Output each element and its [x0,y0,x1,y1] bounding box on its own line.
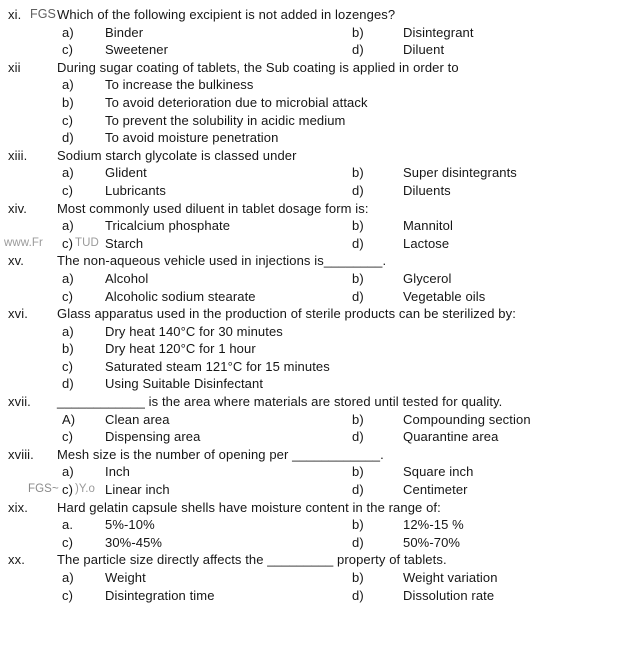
option-label: b) [62,94,74,110]
option-label: d) [352,182,364,198]
option-c [62,182,352,200]
question-number: xiv. [8,200,27,216]
option-b [352,463,637,481]
options [62,411,637,446]
option-text: Using Suitable Disinfectant [105,376,264,392]
option-text: Lactose [403,235,450,251]
option-label: b) [352,24,364,40]
option-d [62,129,637,147]
options [62,24,637,59]
option-label: a) [62,464,74,480]
option-label: a) [62,77,74,93]
question-number: xv. [8,253,24,269]
option-text: Super disintegrants [403,165,517,181]
option-c [62,112,637,130]
option-a [62,24,352,42]
question-text: Most commonly used diluent in tablet dosage form is: [57,200,369,216]
option-d [352,41,637,59]
question-number: xvi. [8,306,28,322]
question-text: Sodium starch glycolate is classed under [57,147,297,163]
option-a [62,323,637,341]
option-text: Square inch [403,464,474,480]
option-label: A) [62,411,76,427]
option-label: b) [352,517,364,533]
option-label: d) [352,534,364,550]
option-a [62,516,352,534]
scan-watermark-artifact: FGS~ [28,483,59,496]
option-text: Mannitol [403,218,453,234]
option-c [62,41,352,59]
option-text: Binder [105,24,144,40]
option-a [62,270,352,288]
option-text: Disintegration time [105,587,215,603]
option-text: 12%-15 % [403,517,464,533]
option-b [352,270,637,288]
option-label: a) [62,218,74,234]
option-text: To avoid moisture penetration [105,130,279,146]
option-label: c) [62,429,74,445]
option-A [62,411,352,429]
option-label: b) [352,270,364,286]
option-label: c) [62,534,74,550]
scan-watermark-artifact: FGS [30,7,56,21]
options [4,217,637,252]
option-text: Dry heat 120°C for 1 hour [105,341,256,357]
question-xviii [8,446,637,499]
scan-watermark-artifact: www.Fr [4,236,43,249]
option-a [62,76,637,94]
option-label: d) [62,130,74,146]
question-header [8,252,637,270]
question-header [8,6,637,24]
option-c [4,235,352,253]
question-text: Hard gelatin capsule shells have moisture content in the range of: [57,499,441,515]
option-text: Tricalcium phosphate [105,218,231,234]
option-label: d) [62,376,74,392]
option-label: b) [352,570,364,585]
option-c [62,534,352,552]
options [62,164,637,199]
question-text: Glass apparatus used in the production of sterile products can be sterilized by: [57,306,516,322]
question-text: The non-aqueous vehicle used in injections is________. [57,253,387,269]
question-header [8,393,637,411]
option-text: Clean area [105,411,170,427]
options [62,569,637,604]
question-header [8,147,637,165]
option-text: Dispensing area [105,429,201,445]
question-text: Mesh size is the number of opening per ____________. [57,446,384,462]
scan-watermark-artifact: TUD [75,236,99,249]
question-xvi [8,305,637,393]
option-text: Disintegrant [403,24,474,40]
option-d [352,182,637,200]
option-label: c) [62,112,74,128]
option-label: a) [62,570,74,585]
question-number: xviii. [8,446,34,462]
option-d [62,375,637,393]
option-c [62,288,352,306]
question-number: xiii. [8,147,28,163]
option-label: c) [62,42,74,58]
question-header [8,499,637,517]
option-text: Quarantine area [403,429,499,445]
question-text: ____________ is the area where materials are stored until tested for quality. [57,394,503,410]
question-xv [8,252,637,305]
option-text: Weight variation [403,570,498,585]
option-label: c) [62,288,74,304]
question-number: xvii. [8,394,31,410]
option-a [62,463,352,481]
scan-watermark-artifact: )Y.o [75,483,96,496]
options [62,323,637,393]
option-label: d) [352,235,364,251]
option-label: b) [352,218,364,234]
option-text: Linear inch [105,482,170,498]
option-label: b) [62,341,74,357]
question-number: xx. [8,552,25,568]
option-d [352,587,637,605]
option-text: Compounding section [403,411,531,427]
option-a [62,164,352,182]
option-b [352,217,637,235]
question-header [8,200,637,218]
options [62,270,637,305]
option-b [352,24,637,42]
option-label: b) [352,165,364,181]
option-d [352,428,637,446]
question-number: xii [8,59,21,75]
option-c [62,428,352,446]
question-text: The particle size directly affects the _________ property of tablets. [57,552,447,568]
question-text: Which of the following excipient is not added in lozenges? [57,7,396,22]
option-text: Glycerol [403,270,452,286]
question-text: During sugar coating of tablets, the Sub coating is applied in order to [57,59,459,75]
option-text: Starch [105,235,144,251]
option-text: Dissolution rate [403,587,495,603]
option-b [352,569,637,587]
options [28,463,637,498]
option-label: d) [352,587,364,603]
option-text: Inch [105,464,130,480]
option-label: c) [62,482,74,498]
option-text: 5%-10% [105,517,155,533]
option-text: Diluent [403,42,445,58]
option-text: 30%-45% [105,534,163,550]
question-xvii [8,393,637,446]
option-text: Alcoholic sodium stearate [105,288,256,304]
question-xiii [8,147,637,200]
option-text: To prevent the solubility in acidic medium [105,112,346,128]
option-b [62,94,637,112]
question-xix [8,499,637,552]
option-text: To increase the bulkiness [105,77,254,93]
option-text: Vegetable oils [403,288,486,304]
option-c [62,587,352,605]
option-label: a) [62,24,74,40]
option-a [62,217,352,235]
question-header [8,446,637,464]
option-d [352,235,637,253]
option-text: Weight [105,570,146,585]
option-text: Lubricants [105,182,166,198]
option-label: a) [62,270,74,286]
option-d [352,481,637,499]
question-header [8,59,637,77]
question-number: xi. [8,7,22,22]
option-text: To avoid deterioration due to microbial attack [105,94,368,110]
option-c [28,481,352,499]
option-text: Diluents [403,182,451,198]
option-b [352,164,637,182]
option-label: d) [352,42,364,58]
question-list [4,6,637,604]
option-a [62,569,352,587]
option-label: c) [62,358,74,374]
question-xi [8,6,637,59]
option-label: a) [62,165,74,181]
question-header [8,305,637,323]
question-xx [8,551,637,604]
options [62,516,637,551]
question-xiv [4,200,637,253]
question-xii [8,59,637,147]
option-label: d) [352,429,364,445]
option-b [352,516,637,534]
option-label: d) [352,288,364,304]
option-text: 50%-70% [403,534,461,550]
option-b [352,411,637,429]
option-label: b) [352,464,364,480]
option-label: a. [62,517,74,533]
option-b [62,340,637,358]
option-text: Alcohol [105,270,149,286]
option-label: b) [352,411,364,427]
option-c [62,358,637,376]
option-label: a) [62,323,74,339]
option-label: c) [62,235,74,251]
option-text: Glident [105,165,147,181]
option-text: Dry heat 140°C for 30 minutes [105,323,283,339]
option-label: d) [352,482,364,498]
question-header [8,551,637,569]
options [62,76,637,146]
option-text: Sweetener [105,42,169,58]
question-number: xix. [8,499,28,515]
option-text: Centimeter [403,482,468,498]
option-label: c) [62,587,74,603]
option-d [352,534,637,552]
option-d [352,288,637,306]
option-text: Saturated steam 121°C for 15 minutes [105,358,330,374]
option-label: c) [62,182,74,198]
